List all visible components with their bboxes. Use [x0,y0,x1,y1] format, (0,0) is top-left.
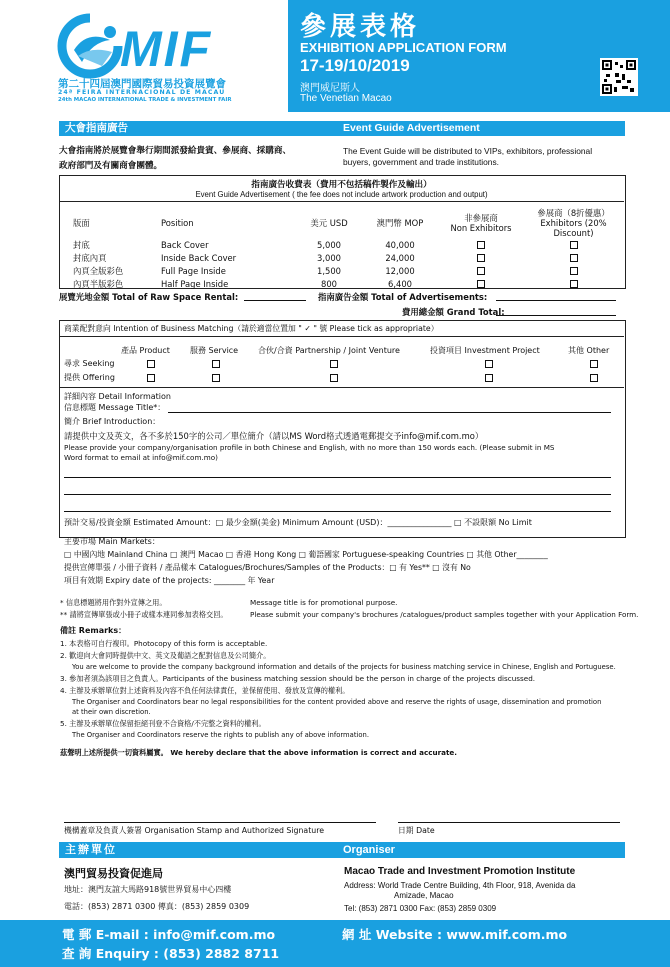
remark-3: 3. 參加者須為該項目之負責人。Participants of the business matching session should be the person in charge of the projects discussed. [60,674,536,683]
remark-2: 2. 歡迎向大會同時提供中文、英文及葡語之配對信息及公司簡介。 [60,651,271,660]
row-zh: 封底 [73,239,90,250]
organiser-title-zh: 主辦單位 [59,842,339,858]
qr-code-icon [600,58,638,96]
form-title-zh: 參展表格 [300,12,421,42]
remark-2-en: You are welcome to provide the company background information and details of the projects for business matching service in Chinese, English and Portuguese. [72,663,616,671]
header-en: Exhibitors (20% Discount) [540,218,607,238]
checkbox-offering-investment[interactable] [485,374,493,382]
row-usd: 3,000 [317,252,341,263]
checkbox-non-exhibitor[interactable] [477,254,485,262]
checkbox-seeking-product[interactable] [147,360,155,368]
table-row [59,251,624,264]
brief-instruction-en-2: Word format to email at info@mif.com.mo) [64,453,218,462]
total-raw-space-label: 展覽光地金額 Total of Raw Space Rental: [59,292,239,302]
main-markets-options: □ 中國內地 Mainland China □ 澳門 Macao □ 香港 Hong Kong □ 葡語國家 Portuguese-speaking Countries □ 其他 Other________ [64,550,548,559]
remark-5-en: The Organiser and Coordinators reserve the rights to publish any of above information. [72,731,370,739]
section-title-zh: 大會指南廣告 [59,121,339,136]
form-title-en: EXHIBITION APPLICATION FORM [300,40,507,55]
row-zh: 內頁全版彩色 [73,265,124,276]
total-ads-field[interactable] [496,300,616,301]
organiser-address-en-1: Address: World Trade Centre Building, 4th Floor, 918, Avenida da [344,881,576,890]
checkbox-offering-product[interactable] [147,374,155,382]
detail-info-label: 詳細內容 Detail Information [64,392,171,401]
row-offering: 提供 Offering [64,373,115,382]
date-line[interactable] [398,822,620,823]
remark-5: 5. 主辦及承辦單位保留拒絕刊登不合資格/不完整之資料的權利。 [60,719,266,728]
row-en: Half Page Inside [161,278,229,289]
divider [59,201,624,202]
note-1-zh: * 信息標題將用作對外宣傳之用。 [60,598,167,607]
section-title-en: Event Guide Advertisement [337,121,625,136]
divider [59,387,624,388]
header-en: Non Exhibitors [450,223,512,233]
fee-table-header [59,208,624,238]
header-cell: 美元 USD [310,218,348,228]
signature-label: 機構蓋章及負責人簽署 Organisation Stamp and Authorized Signature [64,826,325,835]
grand-total-field[interactable] [496,315,616,316]
mif-logo [52,10,282,110]
organiser-address-zh: 地址：澳門友誼大馬路918號世界貿易中心四樓 [64,885,232,894]
note-2-zh: ** 請將宣傳單張或小冊子或樣本連同參加表格交回。 [60,610,228,619]
divider [59,336,624,337]
header-cell: 版面 [73,218,90,228]
organiser-name-zh: 澳門貿易投資促進局 [64,867,163,880]
header-cell [439,208,523,238]
footer-enquiry[interactable]: 查 詢 Enquiry : (853) 2882 8711 [62,946,280,961]
brief-intro-label: 簡介 Brief Introduction： [64,417,161,426]
signature-line[interactable] [64,822,376,823]
table-row [59,264,624,277]
fair-name-zh: 第二十四屆澳門國際貿易投資展覽會 [58,78,226,90]
checkbox-exhibitor[interactable] [570,267,578,275]
header-cell [523,208,624,238]
checkbox-exhibitor[interactable] [570,241,578,249]
matching-intro: 商業配對意向 Intention of Business Matching（請於適當位置加 " ✓ " 號 Please tick as appropriate） [64,324,439,333]
brief-instruction-zh: 請提供中文及英文，各不多於150字的公司／單位簡介（請以MS Word格式透過電郵提交予info@mif.com.mo） [64,431,484,441]
row-mop: 40,000 [385,239,415,250]
note-2-en: Please submit your company's brochures /catalogues/product samples together with your Application Form. [250,610,639,619]
venue-en: The Venetian Macao [300,93,392,104]
table-row [59,238,624,251]
venue-zh: 澳門威尼斯人 [300,83,360,94]
remark-1: 1. 本表格可自行複印。Photocopy of this form is acceptable. [60,639,268,648]
checkbox-non-exhibitor[interactable] [477,241,485,249]
date-label: 日期 Date [398,826,435,835]
remarks-title: 備註 Remarks： [60,626,127,635]
row-zh: 封底內頁 [73,252,107,263]
row-en: Back Cover [161,239,209,250]
remark-4-en-2: at their own discretion. [72,708,151,716]
estimated-amount: 預計交易/投資金額 Estimated Amount：□ 最少金額(美金) Minimum Amount (USD)：________________ □ 不設限額 No Limit [64,518,532,527]
organiser-title-en: Organiser [337,842,625,858]
checkbox-exhibitor[interactable] [570,280,578,288]
catalogues-options: 提供宣傳單張 / 小冊子資料 / 產品樣本 Catalogues/Brochures/Samples of the Products：□ 有 Yes** □ 沒有 No [64,563,471,572]
organiser-name-en: Macao Trade and Investment Promotion Institute [344,866,576,877]
checkbox-non-exhibitor[interactable] [477,267,485,275]
header-zh: 非參展商 [464,213,498,223]
fee-table-title-en: Event Guide Advertisement ( the fee does not include artwork production and output) [195,190,488,199]
remark-4: 4. 主辦及承辦單位對上述資料及內容不負任何法律責任，並保留使用、發放及宣傳的權利。 [60,686,350,695]
row-usd: 800 [321,278,337,289]
row-en: Inside Back Cover [161,252,237,263]
note-1-en: Message title is for promotional purpose. [250,598,398,607]
col-other: 其他 Other [568,346,610,355]
message-title-field[interactable] [168,412,611,413]
brief-intro-line-1[interactable] [64,477,611,478]
header-cell: Position [161,218,194,228]
total-raw-space-field[interactable] [244,300,306,301]
organiser-address-en-2: Amizade, Macao [394,891,454,900]
col-partnership: 合伙/合資 Partnership / Joint Venture [258,346,400,355]
desc-zh-line2: 政府部門及有關商會團體。 [59,161,163,171]
checkbox-seeking-other[interactable] [590,360,598,368]
fair-name-pt: 24ª FEIRA INTERNACIONAL DE MACAU [58,89,226,96]
row-mop: 6,400 [388,278,412,289]
event-dates: 17-19/10/2019 [300,56,410,75]
header-banner [288,0,670,112]
message-title-label: 信息標題 Message Title*： [64,403,166,412]
header-zh: 參展商（8折優惠） [537,208,610,218]
desc-en-line1: The Event Guide will be distributed to VIPs, exhibitors, professional [343,146,593,156]
checkbox-seeking-partnership[interactable] [330,360,338,368]
footer-email[interactable]: 電 郵 E-mail : info@mif.com.mo [62,927,276,942]
checkbox-offering-other[interactable] [590,374,598,382]
row-seeking: 尋求 Seeking [64,359,115,368]
fee-table [59,208,624,290]
footer-website[interactable]: 網 址 Website : www.mif.com.mo [342,927,568,942]
col-service: 服務 Service [190,346,239,355]
brief-instruction-en-1: Please provide your company/organisation profile in both Chinese and English, with no more than 150 words each. (Please submit in MS [64,443,555,452]
row-mop: 12,000 [385,265,415,276]
checkbox-exhibitor[interactable] [570,254,578,262]
desc-zh-line1: 大會指南將於展覽會舉行期間派發給貴賓、參展商、採購商、 [59,146,292,156]
main-markets-label: 主要市場 Main Markets： [64,537,160,546]
logo-text: MIF [120,21,213,77]
brief-intro-line-2[interactable] [64,494,611,495]
total-ads-label: 指南廣告金額 Total of Advertisements: [318,292,488,302]
col-investment: 投資項目 Investment Project [430,346,540,355]
checkbox-non-exhibitor[interactable] [477,280,485,288]
organiser-tel-zh: 電話：(853) 2871 0300 傳真：(853) 2859 0309 [64,902,250,911]
checkbox-seeking-service[interactable] [212,360,220,368]
organiser-tel-en: Tel: (853) 2871 0300 Fax: (853) 2859 0309 [344,904,497,913]
checkbox-offering-service[interactable] [212,374,220,382]
footer-bar [0,920,670,967]
header-cell: 澳門幣 MOP [376,218,424,228]
grand-total-label: 費用總金額 Grand Total: [402,307,505,317]
checkbox-seeking-investment[interactable] [485,360,493,368]
row-usd: 1,500 [317,265,341,276]
expiry-date: 項目有效期 Expiry date of the projects: ________ 年 Year [64,576,275,585]
checkbox-offering-partnership[interactable] [330,374,338,382]
fee-table-title-zh: 指南廣告收費表（費用不包括稿件製作及輸出） [251,180,432,190]
table-row [59,277,624,290]
col-product: 產品 Product [121,346,170,355]
desc-en-line2: buyers, government and trade institutions. [343,157,499,167]
declaration: 茲聲明上述所提供一切資料屬實。 We hereby declare that the above information is correct and accurate. [60,748,458,757]
brief-intro-line-3[interactable] [64,511,611,512]
fair-name-en: 24th MACAO INTERNATIONAL TRADE & INVESTMENT FAIR [58,97,232,103]
row-en: Full Page Inside [161,265,226,276]
remark-4-en-1: The Organiser and Coordinators bear no legal responsibilities for the content provided above and reserve the rights of usage, dissemination and promotion [72,698,602,706]
row-usd: 5,000 [317,239,341,250]
row-zh: 內頁半版彩色 [73,278,124,289]
row-mop: 24,000 [385,252,415,263]
